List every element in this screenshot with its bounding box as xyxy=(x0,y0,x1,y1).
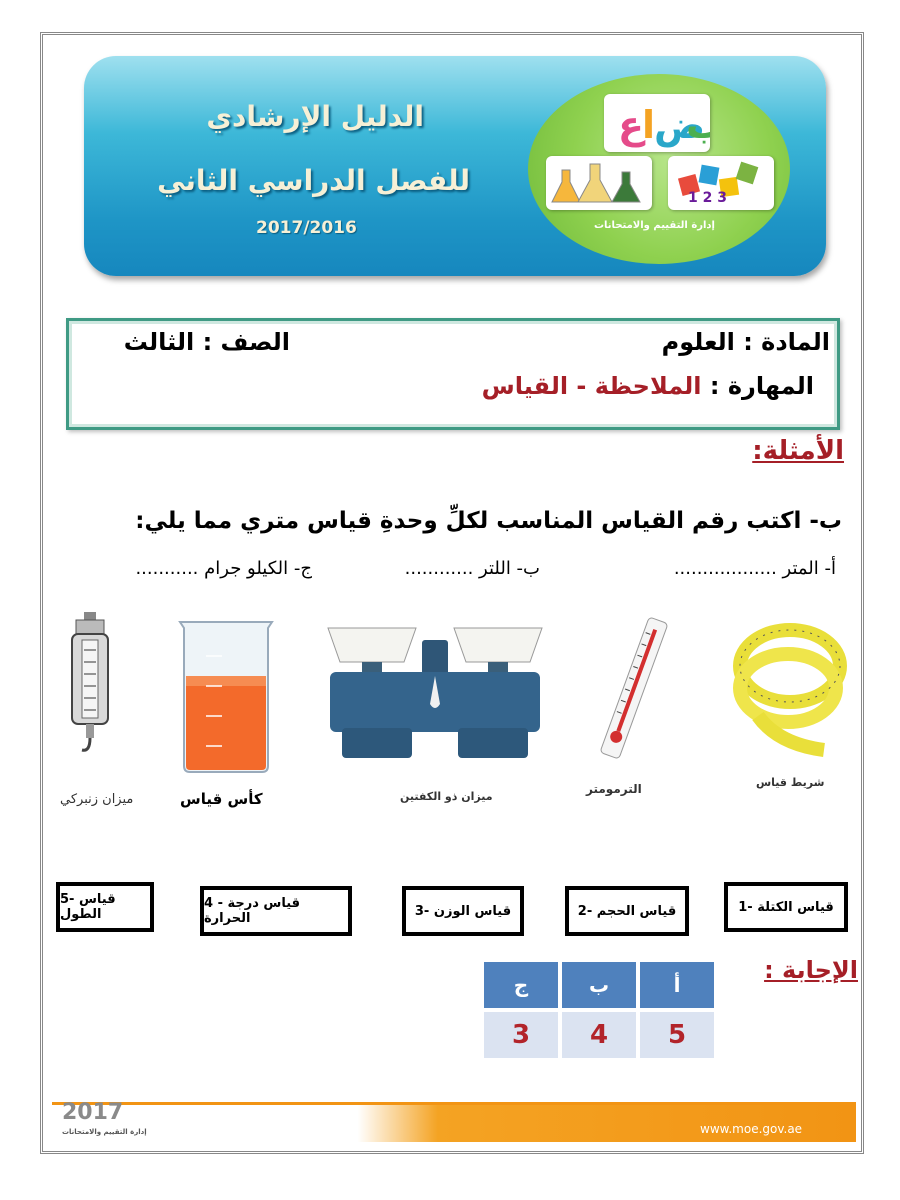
dept-label: إدارة التقييم والامتحانات xyxy=(594,220,715,231)
caption-tape: شريط قياس xyxy=(756,776,825,789)
numbers-icon xyxy=(668,156,774,210)
option-mass: 1- قياس الكتلة xyxy=(724,882,848,932)
footer-url: www.moe.gov.ae xyxy=(700,1122,803,1136)
math-shapes-image xyxy=(668,156,774,210)
svg-text:ض: ض xyxy=(654,103,706,147)
caption-balance: ميزان ذو الكفتين xyxy=(400,790,493,803)
footer-line xyxy=(52,1102,856,1105)
skill-prefix: المهارة : xyxy=(709,372,814,400)
lab-flasks-image xyxy=(546,156,652,210)
option-temperature: 4 - قياس درجة الحرارة xyxy=(200,886,352,936)
tape-measure-icon xyxy=(728,616,850,758)
answer-header-c: ج xyxy=(484,962,558,1008)
option-volume: 2- قياس الحجم xyxy=(565,886,689,936)
answer-value-row xyxy=(484,1012,714,1058)
option-length: 5- قياس الطول xyxy=(56,882,154,932)
svg-text:ا: ا xyxy=(642,103,656,147)
skill-value: الملاحظة - القياس xyxy=(481,372,702,400)
item-kilogram: ج- الكيلو جرام ........... xyxy=(135,558,312,579)
measuring-beaker-icon xyxy=(176,616,276,774)
subject-label: المادة : العلوم xyxy=(661,328,830,356)
caption-thermometer: الترمومتر xyxy=(586,782,642,796)
spring-scale-icon xyxy=(62,610,118,760)
svg-text:ع: ع xyxy=(618,103,644,147)
dhaa-logo xyxy=(604,94,710,152)
answer-value-c: 3 xyxy=(484,1012,558,1058)
answer-header-row xyxy=(484,962,714,1008)
item-liter: ب- اللتر ............ xyxy=(404,558,540,579)
skill-label xyxy=(482,372,814,400)
answer-header-a: أ xyxy=(640,962,714,1008)
answer-header-b: ب xyxy=(562,962,636,1008)
option-weight: 3- قياس الوزن xyxy=(402,886,524,936)
header-banner xyxy=(84,56,826,276)
academic-year: 2017/2016 xyxy=(256,218,357,238)
footer-dept: إدارة التقييم والامتحانات xyxy=(62,1128,147,1136)
answer-heading: الإجابة : xyxy=(764,956,858,984)
item-meter: أ- المتر .................. xyxy=(673,558,836,579)
thermometer-icon xyxy=(594,612,674,764)
question-prompt: ب- اكتب رقم القياس المناسب لكلِّ وحدةِ قياس متري مما يلي: xyxy=(135,508,842,534)
guide-title: الدليل الإرشادي xyxy=(206,100,424,133)
svg-text:1 2 3: 1 2 3 xyxy=(688,190,727,206)
answer-value-a: 5 xyxy=(640,1012,714,1058)
semester-title: للفصل الدراسي الثاني xyxy=(157,164,470,197)
footer-year: 2017 xyxy=(62,1100,124,1125)
dhaa-logo-icon xyxy=(604,94,710,152)
answer-table xyxy=(480,958,718,1062)
grade-label: الصف : الثالث xyxy=(123,328,290,356)
balance-scale-icon xyxy=(322,620,548,762)
examples-heading: الأمثلة: xyxy=(752,436,844,466)
answer-value-b: 4 xyxy=(562,1012,636,1058)
caption-beaker: كأس قياس xyxy=(180,790,263,808)
flasks-icon xyxy=(546,156,652,210)
caption-spring-scale: ميزان زنبركي xyxy=(60,792,134,807)
svg-text:ب: ب xyxy=(686,103,710,147)
